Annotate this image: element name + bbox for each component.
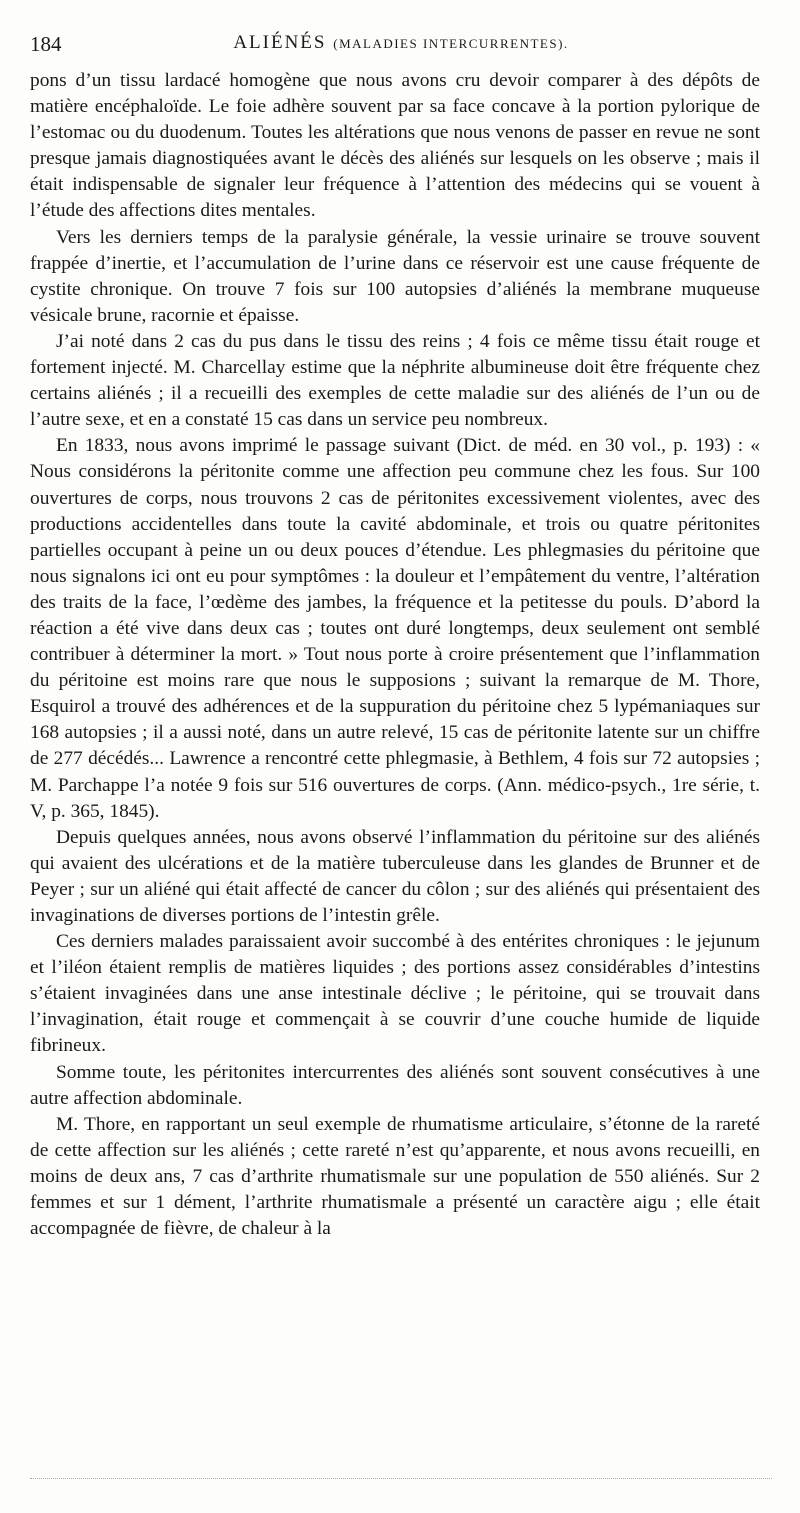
paragraph-kidneys: J’ai noté dans 2 cas du pus dans le tissu des reins ; 4 fois ce même tissu était rouge et fortement injecté. M. Charcellay estime que la néphrite albumineuse doit être fréquente chez certains aliénés ; il a recueilli des exemples de cette maladie sur des aliénés de l’un ou de l’autre sexe, et en a constaté 15 cas dans un service peu nombreux. — [30, 330, 760, 431]
running-head-subtitle: (MALADIES INTERCURRENTES). — [333, 36, 569, 51]
running-head — [30, 32, 772, 54]
paragraph-peritonitis-recent: Depuis quelques années, nous avons observé l’inflammation du péritoine sur des aliénés qui avaient des ulcérations et de la matière tuberculeuse dans les glandes de Brunner et de Peyer ; sur un aliéné qui était affecté de cancer du côlon ; sur des aliénés qui présentaient des invaginations de diverses portions de l’intestin grêle. — [30, 826, 760, 926]
paragraph-summary: Somme toute, les péritonites intercurrentes des aliénés sont souvent consécutives à une autre affection abdominale. — [30, 1061, 760, 1109]
footer-dotted-rule — [30, 1478, 772, 1479]
paragraph-enteritis: Ces derniers malades paraissaient avoir succombé à des entérites chroniques : le jejunum et l’iléon étaient remplis de matières liquides ; des portions assez considérables d’intestins s’étaient invaginées dans une anse intestinale déclive ; le péritoine, qui se trouvait dans l’invagination, était rouge et commençait à se couvrir d’une couche humide de liquide fibrineux. — [30, 931, 760, 1057]
running-head-title: ALIÉNÉS — [233, 32, 327, 53]
body-text — [30, 68, 760, 1242]
paragraph-bladder: Vers les derniers temps de la paralysie générale, la vessie urinaire se trouve souvent frappée d’inertie, et l’accumulation de l’urine dans ce réservoir est une cause fréquente de cystite chronique. On trouve 7 fois sur 100 autopsies d’aliénés la membrane muqueuse vésicale brune, racornie et épaisse. — [30, 226, 760, 326]
paragraph-peritonitis-1833: En 1833, nous avons imprimé le passage suivant (Dict. de méd. en 30 vol., p. 193) : « Nous considérons la péritonite comme une affection peu commune chez les fous. Sur 100 ouvertures de corps, nous trouvons 2 cas de péritonites excessivement violentes, avec des productions accidentelles dans toute la cavité abdominale, et trois ou quatre péritonites partielles occupant à peine un ou deux pouces d’étendue. Les phlegmasies du péritoine que nous signalons ici ont eu pour symptômes : la douleur et l’empâtement du ventre, l’altération des traits de la face, l’œdème des jambes, la fréquence et la petitesse du pouls. D’abord la réaction a été vive dans deux cas ; toutes ont duré longtemps, deux seulement ont semblé contribuer à déterminer la mort. » Tout nous porte à croire présentement que l’inflammation du péritoine est moins rare que nous le supposions ; suivant la remarque de M. Thore, Esquirol a trouvé des adhérences et de la suppuration du péritoine chez 5 lypémaniaques sur 168 autopsies ; il a aussi noté, dans un autre relevé, 15 cas de péritonite latente sur un chiffre de 277 décédés... Lawrence a rencontré cette phlegmasie, à Bethlem, 4 fois sur 72 autopsies ; M. Parchappe l’a notée 9 fois sur 516 ouvertures de corps. (Ann. médico-psych., 1re série, t. V, p. 365, 1845). — [30, 435, 760, 822]
paragraph-continued: pons d’un tissu lardacé homogène que nous avons cru devoir comparer à des dépôts de matière encéphaloïde. Le foie adhère souvent par sa face concave à la portion pylorique de l’estomac ou du duodenum. Toutes les altérations que nous venons de passer en revue ne sont presque jamais diagnostiquées avant le décès des aliénés sur lesquels on les observe ; mais il était indispensable de signaler leur fréquence à l’attention des médecins qui se vouent à l’étude des affections dites mentales. — [30, 70, 760, 222]
page-header — [30, 30, 772, 60]
page-number: 184 — [30, 32, 62, 56]
paragraph-rheumatism: M. Thore, en rapportant un seul exemple de rhumatisme articulaire, s’étonne de la rareté de cette affection sur les aliénés ; cette rareté n’est qu’apparente, et nous avons recueilli, en moins de deux ans, 7 cas d’arthrite rhumatismale sur une population de 550 aliénés. Sur 2 femmes et sur 1 dément, l’arthrite rhumatismale a présenté un caractère aigu ; elle était accompagnée de fièvre, de chaleur à la — [30, 1113, 760, 1240]
